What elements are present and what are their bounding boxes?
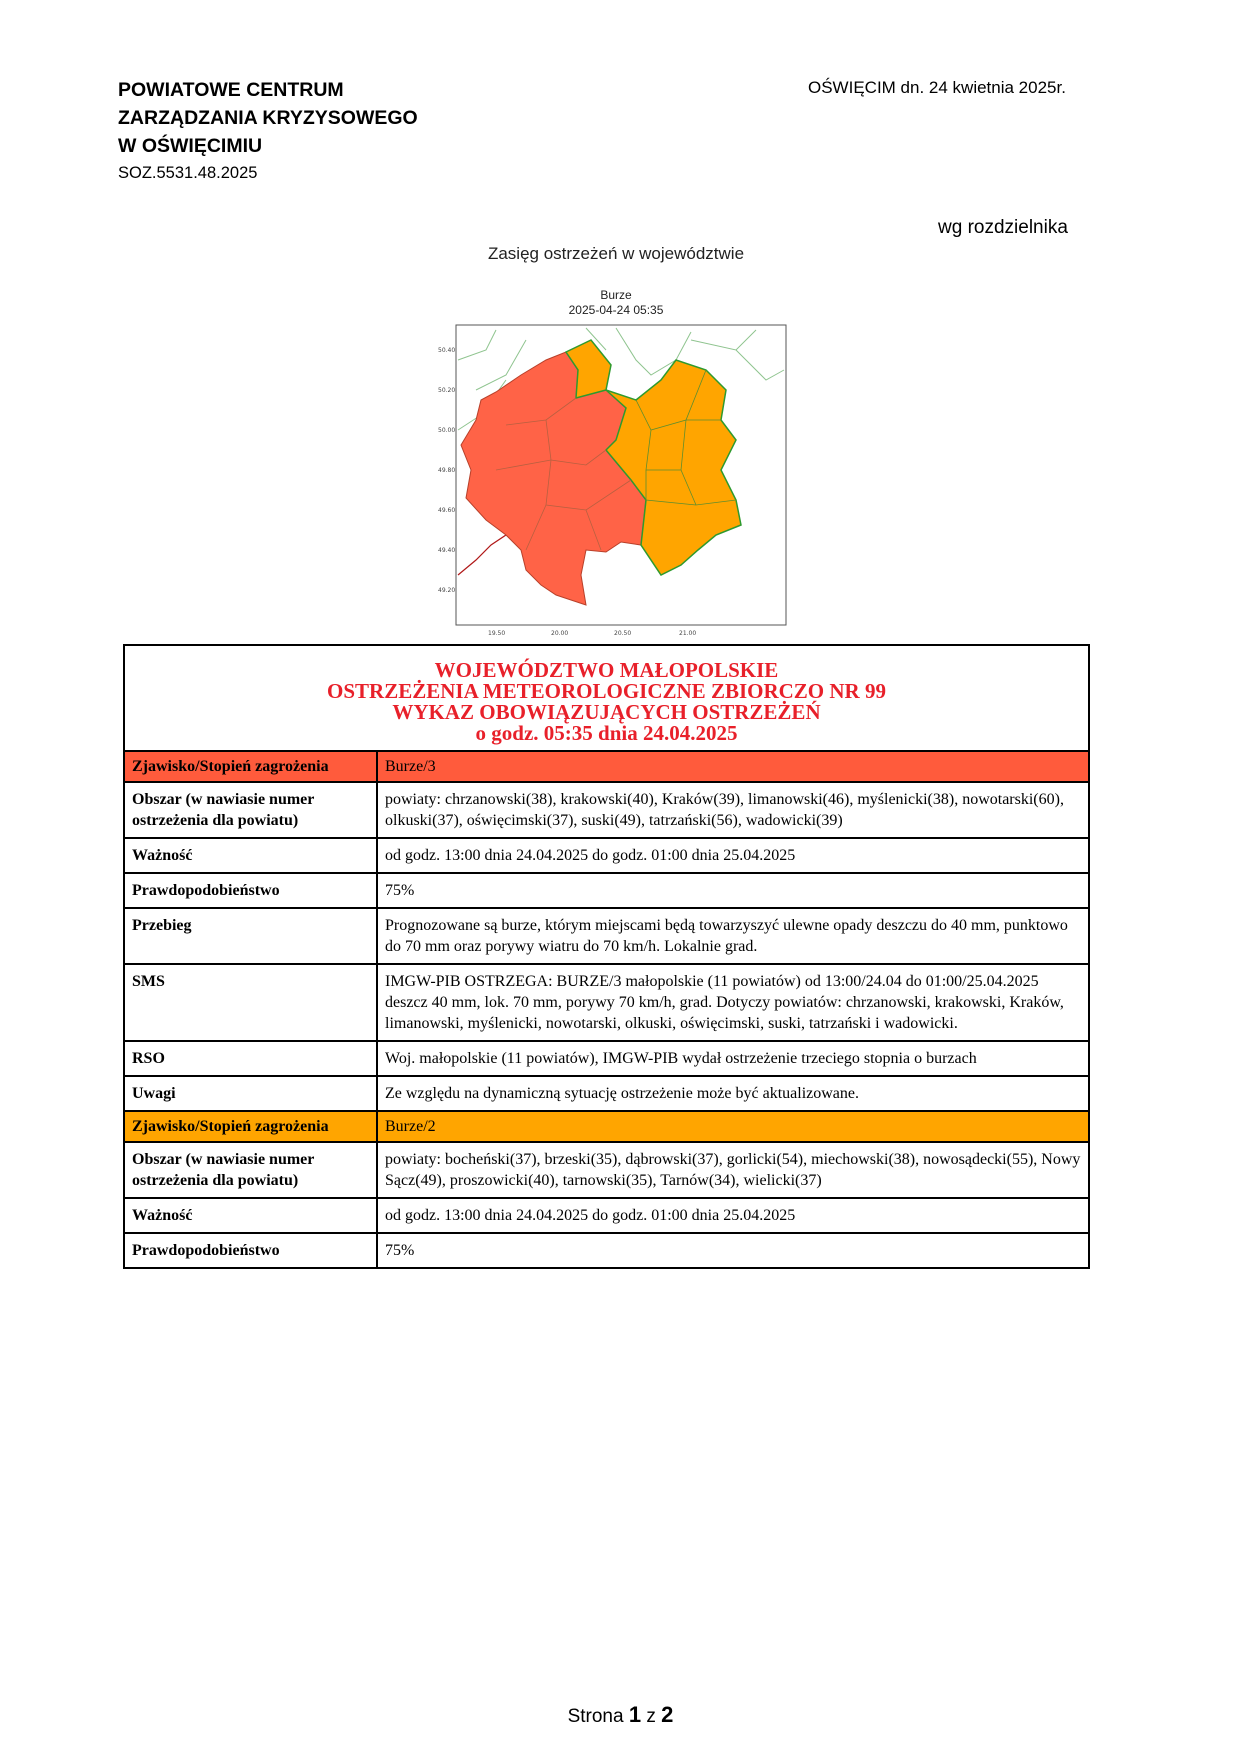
probability-label: Prawdopodobieństwo xyxy=(124,873,377,908)
map-subtitle: Burze xyxy=(600,288,632,302)
rso-label: RSO xyxy=(124,1041,377,1076)
map-timestamp: 2025-04-24 05:35 xyxy=(568,303,664,317)
title-list: WYKAZ OBOWIĄZUJĄCYCH OSTRZEŻEŃ xyxy=(392,700,821,724)
y-tick-label: 49.60 xyxy=(438,507,456,514)
y-tick-label: 50.20 xyxy=(438,387,456,394)
org-name-line2: ZARZĄDZANIA KRYZYSOWEGO xyxy=(118,107,418,129)
y-axis-ticks xyxy=(438,347,455,594)
area-label: Obszar (w nawiasie numer ostrzeżenia dla powiatu) xyxy=(124,1142,377,1198)
table-row xyxy=(124,964,1089,1041)
title-warnings: OSTRZEŻENIA METEOROLOGICZNE ZBIORCZO NR 99 xyxy=(327,679,886,703)
footer-page-number: 1 xyxy=(628,1702,642,1727)
area-value: powiaty: bocheński(37), brzeski(35), dąbrowski(37), gorlicki(54), miechowski(38), nowosądecki(55), Nowy Sącz(49), proszowicki(40), tarnowski(35), Tarnów(34), wielicki(37) xyxy=(377,1142,1089,1198)
x-tick-label: 20.00 xyxy=(551,630,569,637)
x-tick-label: 21.00 xyxy=(679,630,697,637)
y-tick-label: 49.20 xyxy=(438,587,456,594)
y-tick-label: 49.40 xyxy=(438,547,456,554)
notes-value: Ze względu na dynamiczną sytuację ostrzeżenie może być aktualizowane. xyxy=(377,1076,1089,1111)
hazard-label: Zjawisko/Stopień zagrożenia xyxy=(124,1111,377,1142)
org-name-line1: POWIATOWE CENTRUM xyxy=(118,79,344,101)
hazard-row-level2 xyxy=(124,1111,1089,1142)
place-date: OŚWIĘCIM dn. 24 kwietnia 2025r. xyxy=(808,78,1066,97)
table-row xyxy=(124,1076,1089,1111)
validity-label: Ważność xyxy=(124,1198,377,1233)
hazard-label: Zjawisko/Stopień zagrożenia xyxy=(124,751,377,782)
table-row xyxy=(124,1233,1089,1268)
rso-value: Woj. małopolskie (11 powiatów), IMGW-PIB wydał ostrzeżenie trzeciego stopnia o burzach xyxy=(377,1041,1089,1076)
page-footer xyxy=(0,1702,1241,1728)
area-label: Obszar (w nawiasie numer ostrzeżenia dla powiatu) xyxy=(124,782,377,838)
table-row xyxy=(124,838,1089,873)
warning-map xyxy=(436,244,796,640)
title-time: o godz. 05:35 dnia 24.04.2025 xyxy=(475,721,738,745)
table-title-row xyxy=(124,645,1089,751)
footer-prefix: Strona xyxy=(567,1706,624,1727)
hazard-value: Burze/2 xyxy=(377,1111,1089,1142)
x-axis-ticks xyxy=(488,630,696,637)
table-row xyxy=(124,1142,1089,1198)
title-voivodeship: WOJEWÓDZTWO MAŁOPOLSKIE xyxy=(434,658,779,682)
validity-value: od godz. 13:00 dnia 24.04.2025 do godz. 01:00 dnia 25.04.2025 xyxy=(377,838,1089,873)
org-name-line3: W OŚWIĘCIMIU xyxy=(118,135,263,157)
footer-page-total: 2 xyxy=(661,1702,674,1727)
sms-value: IMGW-PIB OSTRZEGA: BURZE/3 małopolskie (11 powiatów) od 13:00/24.04 do 01:00/25.04.2025 deszcz 40 mm, lok. 70 mm, porywy 70 km/h, grad. Dotyczy powiatów: chrzanowski, krakowski, Kraków, limanowski, myślenicki, nowotarski, olkuski, oświęcimski, suski, tatrzański i wadowicki. xyxy=(377,964,1089,1041)
table-row xyxy=(124,1041,1089,1076)
x-tick-label: 20.50 xyxy=(614,630,632,637)
region-map-graphic xyxy=(436,320,796,640)
y-tick-label: 49.80 xyxy=(438,467,456,474)
table-row xyxy=(124,782,1089,838)
hazard-value: Burze/3 xyxy=(377,751,1089,782)
footer-separator: z xyxy=(646,1706,656,1727)
hazard-row-level3 xyxy=(124,751,1089,782)
sms-label: SMS xyxy=(124,964,377,1041)
y-tick-label: 50.00 xyxy=(438,427,456,434)
validity-label: Ważność xyxy=(124,838,377,873)
probability-value: 75% xyxy=(377,873,1089,908)
validity-value: od godz. 13:00 dnia 24.04.2025 do godz. 01:00 dnia 25.04.2025 xyxy=(377,1198,1089,1233)
table-row xyxy=(124,873,1089,908)
issuer-block xyxy=(118,76,418,183)
probability-value: 75% xyxy=(377,1233,1089,1268)
y-tick-label: 50.40 xyxy=(438,347,456,354)
course-value: Prognozowane są burze, którym miejscami będą towarzyszyć ulewne opady deszczu do 40 mm, punktowo do 70 mm oraz porywy wiatru do 70 km/h. Lokalnie grad. xyxy=(377,908,1089,964)
document-signature: SOZ.5531.48.2025 xyxy=(118,164,258,182)
table-row xyxy=(124,1198,1089,1233)
table-row xyxy=(124,908,1089,964)
warnings-table xyxy=(123,644,1090,1269)
notes-label: Uwagi xyxy=(124,1076,377,1111)
recipients: wg rozdzielnika xyxy=(938,217,1068,238)
x-tick-label: 19.50 xyxy=(488,630,506,637)
map-title: Zasięg ostrzeżeń w województwie xyxy=(487,244,745,263)
area-value: powiaty: chrzanowski(38), krakowski(40), Kraków(39), limanowski(46), myślenicki(38), nowotarski(60), olkuski(37), oświęcimski(37), suski(49), tatrzański(56), wadowicki(39) xyxy=(377,782,1089,838)
table-title xyxy=(124,645,1089,751)
probability-label: Prawdopodobieństwo xyxy=(124,1233,377,1268)
course-label: Przebieg xyxy=(124,908,377,964)
